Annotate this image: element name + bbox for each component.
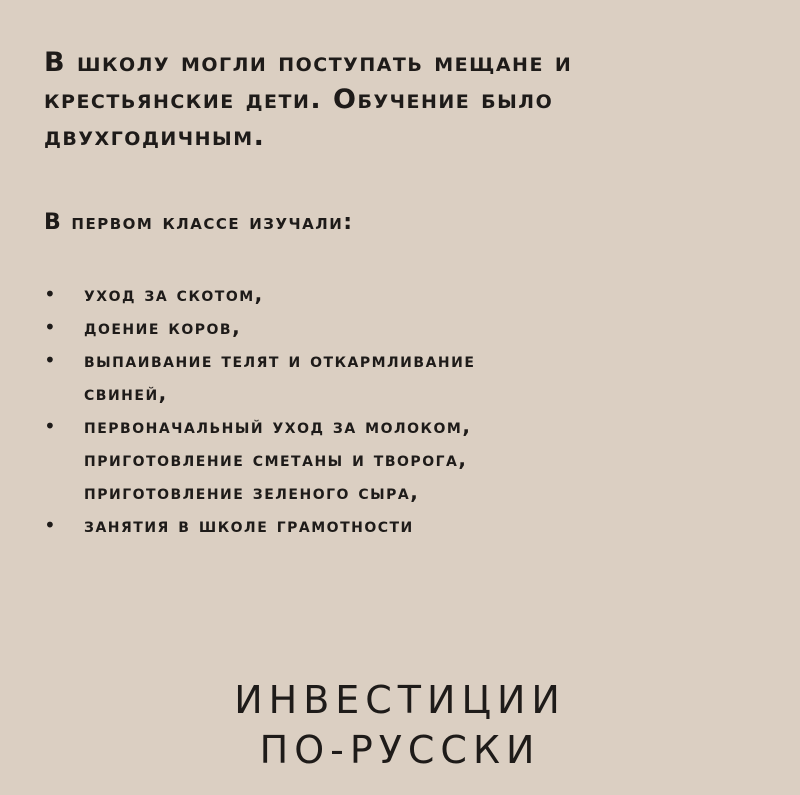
list-item	[44, 344, 744, 410]
intro-paragraph: В школу могли поступать мещане и крестьянские дети. Обучение было двухгодичным.	[44, 47, 573, 152]
list-item-text: уход за скотом,	[84, 282, 264, 306]
bullet-icon: •	[44, 282, 56, 306]
list-item-text: доение коров,	[84, 315, 242, 339]
list-item	[44, 509, 744, 542]
list-heading: В первом классе изучали:	[44, 210, 354, 235]
bullet-icon: •	[44, 414, 56, 438]
brand-logo	[0, 675, 800, 775]
list-item-text: выпаивание телят и откармливание свиней,	[84, 348, 476, 405]
subjects-list	[44, 278, 744, 542]
brand-line-2: ПО-РУССКИ	[259, 728, 541, 772]
list-item	[44, 410, 744, 509]
bullet-icon: •	[44, 315, 56, 339]
list-item-text: занятия в школе грамотности	[84, 513, 414, 537]
list-item	[44, 311, 744, 344]
bullet-icon: •	[44, 513, 56, 537]
bullet-icon: •	[44, 348, 56, 372]
brand-line-1: ИНВЕСТИЦИИ	[234, 678, 566, 722]
list-item-text: первоначальный уход за молоком, приготовление сметаны и творога, приготовление зеленого сыра,	[84, 414, 472, 504]
list-item	[44, 278, 744, 311]
